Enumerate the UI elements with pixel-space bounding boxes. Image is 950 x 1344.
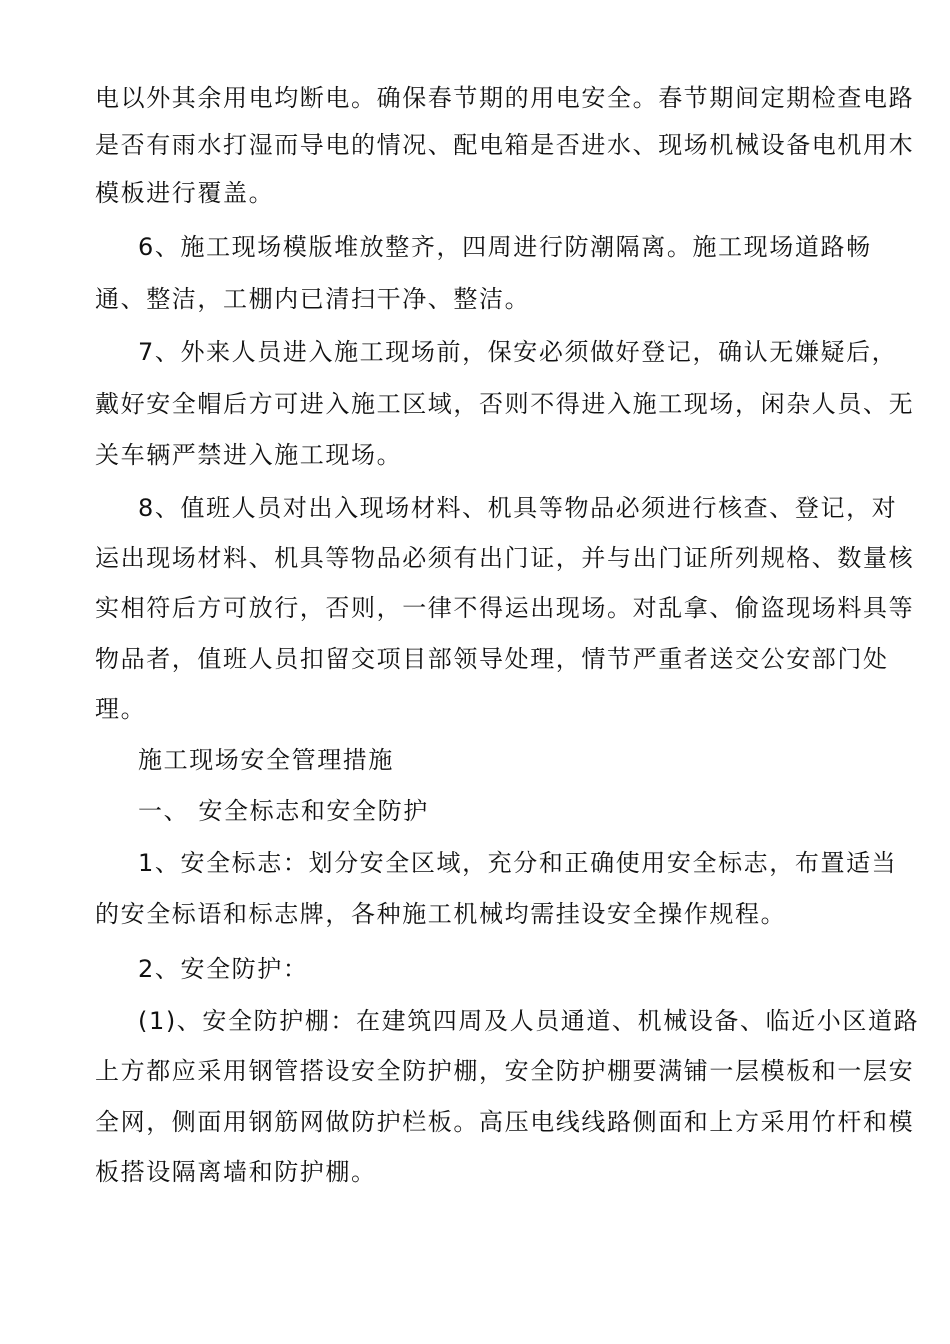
body-text-line: 通、整洁，工棚内已清扫干净、整洁。 — [95, 285, 531, 313]
body-text-line: 模板进行覆盖。 — [95, 179, 275, 207]
body-text-line: 关车辆严禁进入施工现场。 — [95, 441, 403, 469]
body-text-line: 全网，侧面用钢筋网做防护栏板。高压电线线路侧面和上方采用竹杆和模 — [95, 1108, 915, 1136]
body-text-line: 板搭设隔离墙和防护棚。 — [95, 1158, 377, 1186]
body-text-line: 上方都应采用钢管搭设安全防护棚，安全防护棚要满铺一层模板和一层安 — [95, 1057, 915, 1085]
paragraph-6-first-line: 6、施工现场模版堆放整齐，四周进行防潮隔离。施工现场道路畅 — [138, 233, 872, 261]
body-text-line: 运出现场材料、机具等物品必须有出门证，并与出门证所列规格、数量核 — [95, 544, 915, 572]
body-text-line: 的安全标语和标志牌，各种施工机械均需挂设安全操作规程。 — [95, 900, 787, 928]
body-text-line: 理。 — [95, 695, 147, 723]
item-1-first-line: 1、安全标志：划分安全区域，充分和正确使用安全标志，布置适当 — [138, 849, 898, 877]
item-2-heading: 2、安全防护： — [138, 955, 309, 983]
body-text-line: 物品者，值班人员扣留交项目部领导处理，情节严重者送交公安部门处 — [95, 645, 889, 673]
body-text-line: 戴好安全帽后方可进入施工区域，否则不得进入施工现场，闲杂人员、无 — [95, 390, 915, 418]
section-subheading: 一、 安全标志和安全防护 — [138, 797, 429, 825]
paragraph-8-first-line: 8、值班人员对出入现场材料、机具等物品必须进行核查、登记，对 — [138, 494, 898, 522]
paragraph-7-first-line: 7、外来人员进入施工现场前，保安必须做好登记，确认无嫌疑后， — [138, 338, 898, 366]
section-heading: 施工现场安全管理措施 — [138, 746, 394, 774]
body-text-line: 实相符后方可放行，否则，一律不得运出现场。对乱拿、偷盗现场料具等 — [95, 594, 915, 622]
body-text-line: 电以外其余用电均断电。确保春节期的用电安全。春节期间定期检查电路 — [95, 84, 915, 112]
body-text-line: 是否有雨水打湿而导电的情况、配电箱是否进水、现场机械设备电机用木 — [95, 131, 915, 159]
item-2-1-first-line: (1)、安全防护棚：在建筑四周及人员通道、机械设备、临近小区道路 — [138, 1007, 920, 1035]
